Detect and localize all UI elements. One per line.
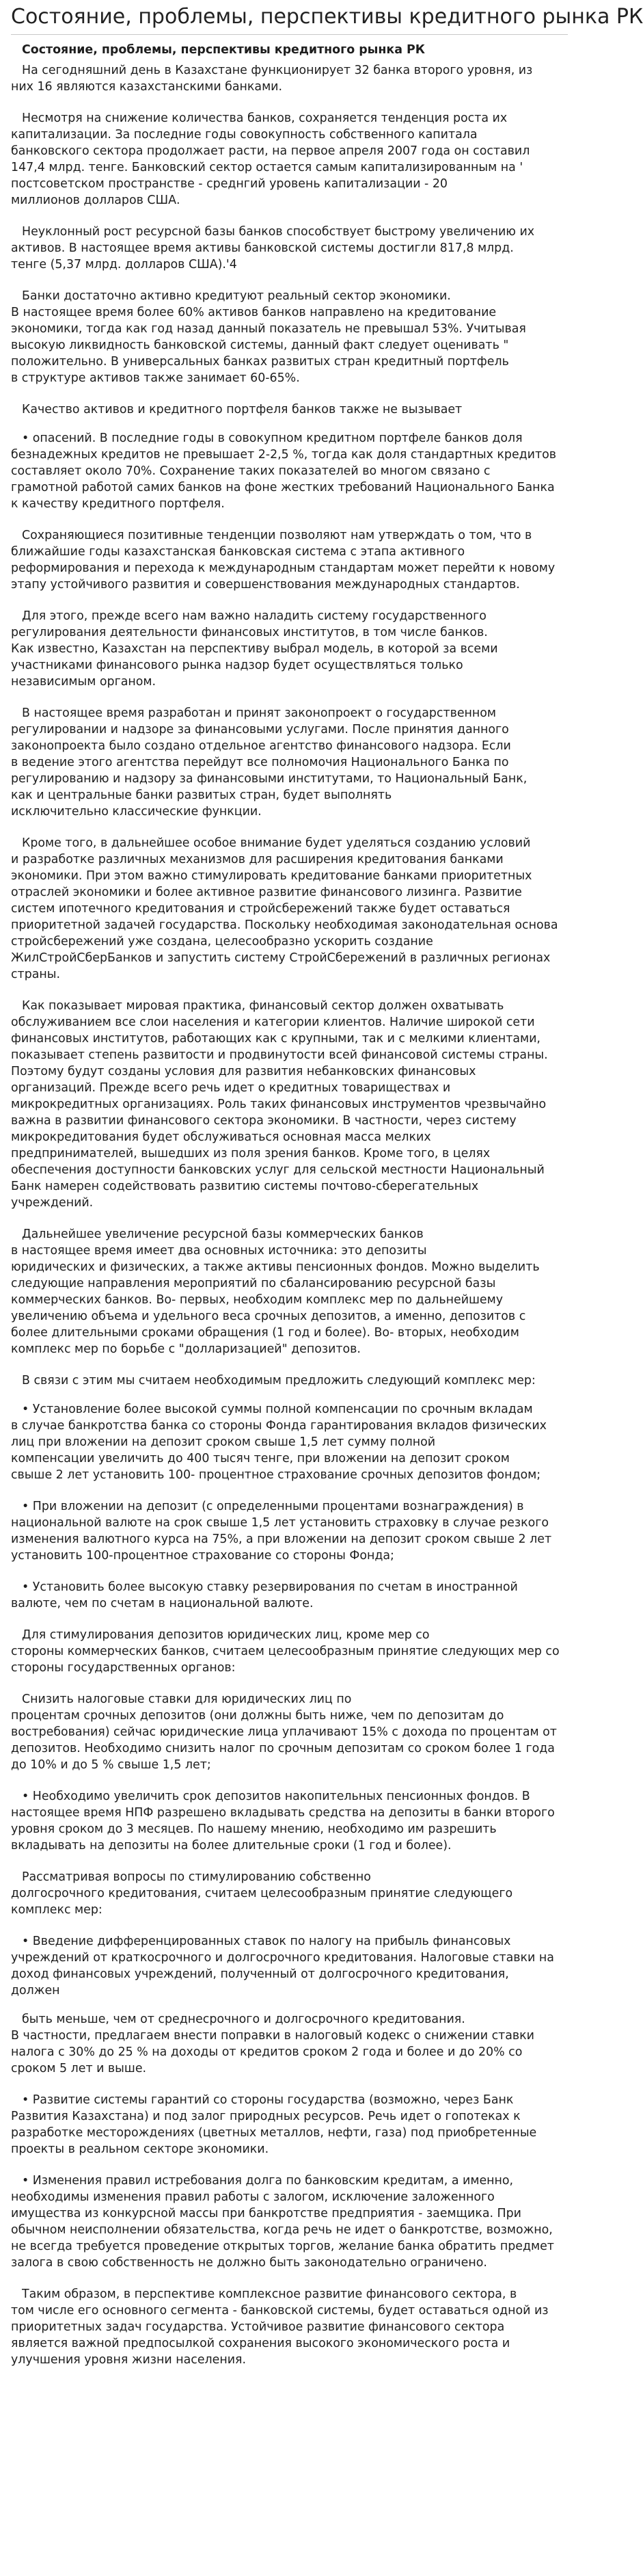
paragraph-capitalization: Несмотря на снижение количества банков, сохраняется тенденция роста их капитализации. За последние годы совокупность собственного капитала банковского сектора продолжает расти, на первое апреля 2007 года он составил 147,4 млрд. тенге. Банковский сектор остается самым капитализированным на ' постсоветском пространстве - среднгий уровень капитализации - 20 миллионов долларов США. <box>11 111 530 207</box>
title-divider <box>11 34 568 35</box>
bullet-deposit-compensation: • Установление более высокой суммы полной компенсации по срочным вкладам в случае банкротства банка со стороны Фонда гарантирования вкладов физических лиц при вложении на депозит сроком свыше 1,5 лет сумму полной компенсации увеличить до 400 тысяч тенге, при вложении на депозит сроком свыше 2 лет установить 100- процентное страхование срочных депозитов фондом; <box>11 1403 547 1482</box>
paragraph-conclusion: Таким образом, в перспективе комплексное развитие финансового сектора, в том числе его основного сегмента - банковской системы, будет оставаться одной из приоритетных задач государства. Устойчивое развитие финансового сектора является важной предпосылкой сохранения высокого экономического роста и улучшения уровня жизни населения. <box>11 2287 549 2367</box>
paragraph-positive-trends: Сохраняющиеся позитивные тенденции позволяют нам утверждать о том, что в ближайшие годы казахстанская банковская система с этапа активного реформирования и перехода к международным стандартам может перейти к новому этапу устойчивого развития и совершенствования международных стандартов. <box>11 529 556 592</box>
paragraph-tax-rates: Снизить налоговые ставки для юридических лиц по процентам срочных депозитов (они должны быть ниже, чем по депозитам до востребования) сейчас юридические лица уплачивают 15% с дохода по процентам от депозитов. Необходимо снизить налог по срочным депозитам со сроком более 1 года до 10% и до 5 % свыше 1,5 лет; <box>11 1692 557 1772</box>
paragraph-regulation: Для этого, прежде всего нам важно наладить систему государственного регулирования деятельности финансовых институтов, в том числе банков. Как известно, Казахстан на перспективу выбрал модель, в которой за всеми участниками финансового рынка надзор будет осуществляться только независимым органом. <box>11 609 498 689</box>
paragraph-legal-entities: Для стимулирования депозитов юридических лиц, кроме мер со стороны коммерческих банков, считаем целесообразным принятие следующих мер со стороны государственных органов: <box>11 1628 560 1675</box>
paragraph-financial-coverage: Как показывает мировая практика, финансовый сектор должен охватывать обслуживанием все слои населения и категории клиентов. Наличие широкой сети финансовых институтов, работающих как с крупными, так и с мелкими клиентами, показывает степень развитости и продвинутости всей финансовой системы страны. Поэтому будут созданы условия для развития небанковских финансовых организаций. Прежде всего речь идет о кредитных товариществах и микрокредитных организациях. Роль таких финансовых инструментов чрезвычайно важна в развитии финансового сектора экономики. В частности, через систему микрокредитования будет обслуживаться основная масса мелких предпринимателей, вышедших из поля зрения банков. Кроме того, в целях обеспечения доступности банковских услуг для сельской местности Национальный Банк намерен содействовать развитию системы почтово-сберегательных учреждений. <box>11 999 548 1210</box>
bullet-currency-insurance: • При вложении на депозит (с определенными процентами вознаграждения) в национальной валюте на срок свыше 1,5 лет установить страховку в случае резкого изменения валютного курса на 75%, а при вложении на депозит сроком свыше 2 лет установить 100-процентное страхование со стороны Фонда; <box>11 1500 552 1563</box>
bullet-reserve-rate: • Установить более высокую ставку резервирования по счетам в иностранной валюте, чем по счетам в национальной валюте. <box>11 1580 518 1610</box>
bullet-differentiated-tax: • Введение дифференцированных ставок по налогу на прибыль финансовых учреждений от краткосрочного и долгосрочного кредитования. Налоговые ставки на доход финансовых учреждений, полученный от долгосрочного кредитования, должен <box>11 1935 554 1997</box>
bullet-debt-recovery: • Изменения правил истребования долга по банковским кредитам, а именно, необходимы изменения правил работы с залогом, исключение заложенного имущества из конкурсной массы при банкротстве предприятия - заемщика. При обычном неисполнении обязательства, когда речь не идет о банкротстве, возможно, не всегда требуется проведение открытых торгов, желание банка обратить предмет залога в свою собственность не должно быть законодательно ограничено. <box>11 2174 554 2270</box>
article-body <box>11 42 568 2368</box>
bullet-pension-deposits: • Необходимо увеличить срок депозитов накопительных пенсионных фондов. В настоящее время НПФ разрешено вкладывать средства на депозиты в банки второго уровня сроком до 3 месяцев. По нашему мнению, необходимо им разрешить вкладывать на депозиты на более длительные сроки (1 год и более). <box>11 1790 555 1853</box>
page-title: Состояние, проблемы, перспективы кредитного рынка РК <box>11 5 643 29</box>
paragraph-asset-quality: Качество активов и кредитного портфеля банков также не вызывает <box>22 403 463 416</box>
paragraph-proposals-intro: В связи с этим мы считаем необходимым предложить следующий комплекс мер: <box>22 1374 536 1387</box>
paragraph-tax-reduction: быть меньше, чем от среднесрочного и долгосрочного кредитования. В частности, предлагаем внести поправки в налоговый кодекс о снижении ставки налога с 30% до 25 % на доходы от кредитов сроком 2 года и более и до 20% со сроком 5 лет и выше. <box>11 2013 534 2075</box>
bullet-state-guarantees: • Развитие системы гарантий со стороны государства (возможно, через Банк Развития Казахстана) и под залог природных ресурсов. Речь идет о гопотеках к разработке месторождениях (цветных металлов, нефти, газа) под приобретенные проекты в реальном секторе экономики. <box>11 2093 537 2156</box>
paragraph-resource-sources: Дальнейшее увеличение ресурсной базы коммерческих банков в настоящее время имеет два основных источника: это депозиты юридических и физических, а также активы пенсионных фондов. Можно выделить следующие направления мероприятий по сбалансированию ресурсной базы коммерческих банков. Во- первых, необходим комплекс мер по дальнейшему увеличению объема и удельного веса срочных депозитов, а именно, депозитов с более длительными сроками обращения (1 год и более). Во- вторых, необходим комплекс мер по борьбе с "долларизацией" депозитов. <box>11 1227 540 1356</box>
paragraph-lending-economy: Банки достаточно активно кредитуют реальный сектор экономики. В настоящее время более 60% активов банков направлено на кредитование экономики, тогда как год назад данный показатель не превышал 53%. Учитывая высокую ликвидность банковской системы, данный факт следует оценивать " положительно. В универсальных банках развитых стран кредитный портфель в структуре активов также занимает 60-65%. <box>11 289 526 385</box>
paragraph-long-term-lending: Рассматривая вопросы по стимулированию собственно долгосрочного кредитования, считаем целесообразным принятие следующего комплекс мер: <box>11 1870 513 1917</box>
paragraph-resource-base: Неуклонный рост ресурсной базы банков способствует быстрому увеличению их активов. В настоящее время активы банковской системы достигли 817,8 млрд. тенге (5,37 млрд. долларов США).'4 <box>11 225 535 271</box>
paragraph-supervision-law: В настоящее время разработан и принят законопроект о государственном регулировании и надзоре за финансовыми услугами. После принятия данного законопроекта было создано отдельное агентство финансового надзора. Если в ведение этого агентства перейдут все полномочия Национального Банка по регулированию и надзору за финансовыми институтами, то Национальный Банк, как и центральные банки развитых стран, будет выполнять исключительно классические функции. <box>11 706 528 819</box>
paragraph-lending-mechanisms: Кроме того, в дальнейшее особое внимание будет уделяться созданию условий и разработке различных механизмов для расширения кредитования банками экономики. При этом важно стимулировать кредитование банками приоритетных отраслей экономики и более активное развитие финансового лизинга. Развитие систем ипотечного кредитования и стройсбережений также будет оставаться приоритетной задачей государства. Поскольку необходимая законодательная основа стройсбережений уже создана, целесообразно ускорить создание ЖилСтройСберБанков и запустить систему СтройСбережений в различных регионах страны. <box>11 836 558 981</box>
paragraph-bad-loans: • опасений. В последние годы в совокупном кредитном портфеле банков доля безнадежных кредитов не превышает 2-2,5 %, тогда как доля стандартных кредитов составляет около 70%. Сохранение таких показателей во многом связано с грамотной работой самих банков на фоне жестких требований Национального Банка к качеству кредитного портфеля. <box>11 431 556 511</box>
article-subtitle: Состояние, проблемы, перспективы кредитного рынка РК <box>22 43 425 57</box>
paragraph-banks-count: На сегодняшний день в Казахстане функционирует 32 банка второго уровня, из них 16 являются казахстанскими банками. <box>11 64 533 94</box>
document-page <box>0 4 643 2400</box>
